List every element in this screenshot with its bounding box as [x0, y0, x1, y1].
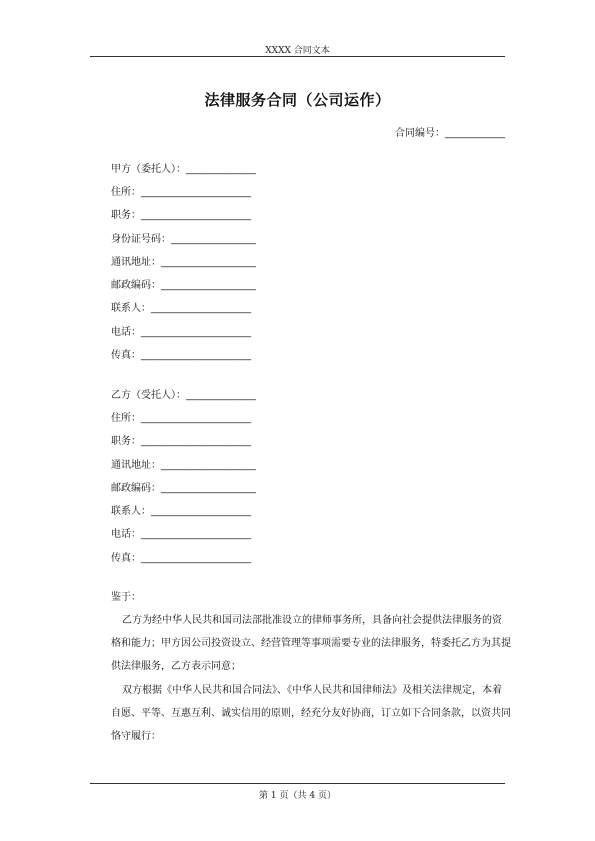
- document-title: 法律服务合同（公司运作）: [204, 91, 391, 109]
- paragraph-2-line-1: 双方根据《中华人民共和国合同法》、《中华人民共和国律师法》及相关法律规定，本着: [122, 685, 502, 696]
- footer-rule: [90, 783, 505, 784]
- party-b-position-field: 职务：______________________: [111, 436, 251, 447]
- party-a-phone-field: 电话：______________________: [111, 327, 251, 338]
- party-a-postal-code-field: 邮政编码：___________________: [111, 280, 256, 291]
- party-a-mailing-address-field: 通讯地址：___________________: [111, 257, 256, 268]
- whereas-heading: 鉴于：: [111, 592, 141, 603]
- page-footer: 第 1 页（共 4 页）: [259, 791, 336, 801]
- party-b-address-field: 住所：______________________: [111, 413, 251, 424]
- party-a-id-number-field: 身份证号码：_________________: [111, 234, 256, 245]
- paragraph-1-line-1: 乙方为经中华人民共和国司法部批准设立的律师事务所，具备向社会提供法律服务的资: [122, 615, 502, 626]
- party-b-contact-field: 联系人：____________________: [111, 506, 251, 517]
- paragraph-2-line-3: 恪守履行：: [111, 731, 161, 742]
- party-b-fax-field: 传真：______________________: [111, 553, 251, 564]
- paragraph-1-line-2: 格和能力；甲方因公司投资设立、经营管理等事项需要专业的法律服务，特委托乙方为其提: [111, 638, 511, 649]
- party-b-mailing-address-field: 通讯地址：___________________: [111, 460, 256, 471]
- paragraph-1-line-3: 供法律服务，乙方表示同意；: [111, 661, 241, 672]
- party-a-position-field: 职务：______________________: [111, 210, 251, 221]
- party-b-name-field: 乙方（受托人）：______________: [111, 390, 256, 401]
- party-a-contact-field: 联系人：____________________: [111, 303, 251, 314]
- page-header: XXXX 合同文本: [265, 46, 330, 56]
- header-rule: [90, 56, 505, 57]
- paragraph-2-line-2: 自愿、平等、互惠互利、诚实信用的原则，经充分友好协商，订立如下合同条款，以资共同: [111, 708, 511, 719]
- party-b-postal-code-field: 邮政编码：___________________: [111, 483, 256, 494]
- party-a-name-field: 甲方（委托人）：______________: [111, 164, 256, 175]
- contract-number-field: 合同编号：____________: [395, 128, 505, 139]
- party-a-fax-field: 传真：______________________: [111, 350, 251, 361]
- party-b-phone-field: 电话：______________________: [111, 529, 251, 540]
- party-a-address-field: 住所：______________________: [111, 187, 251, 198]
